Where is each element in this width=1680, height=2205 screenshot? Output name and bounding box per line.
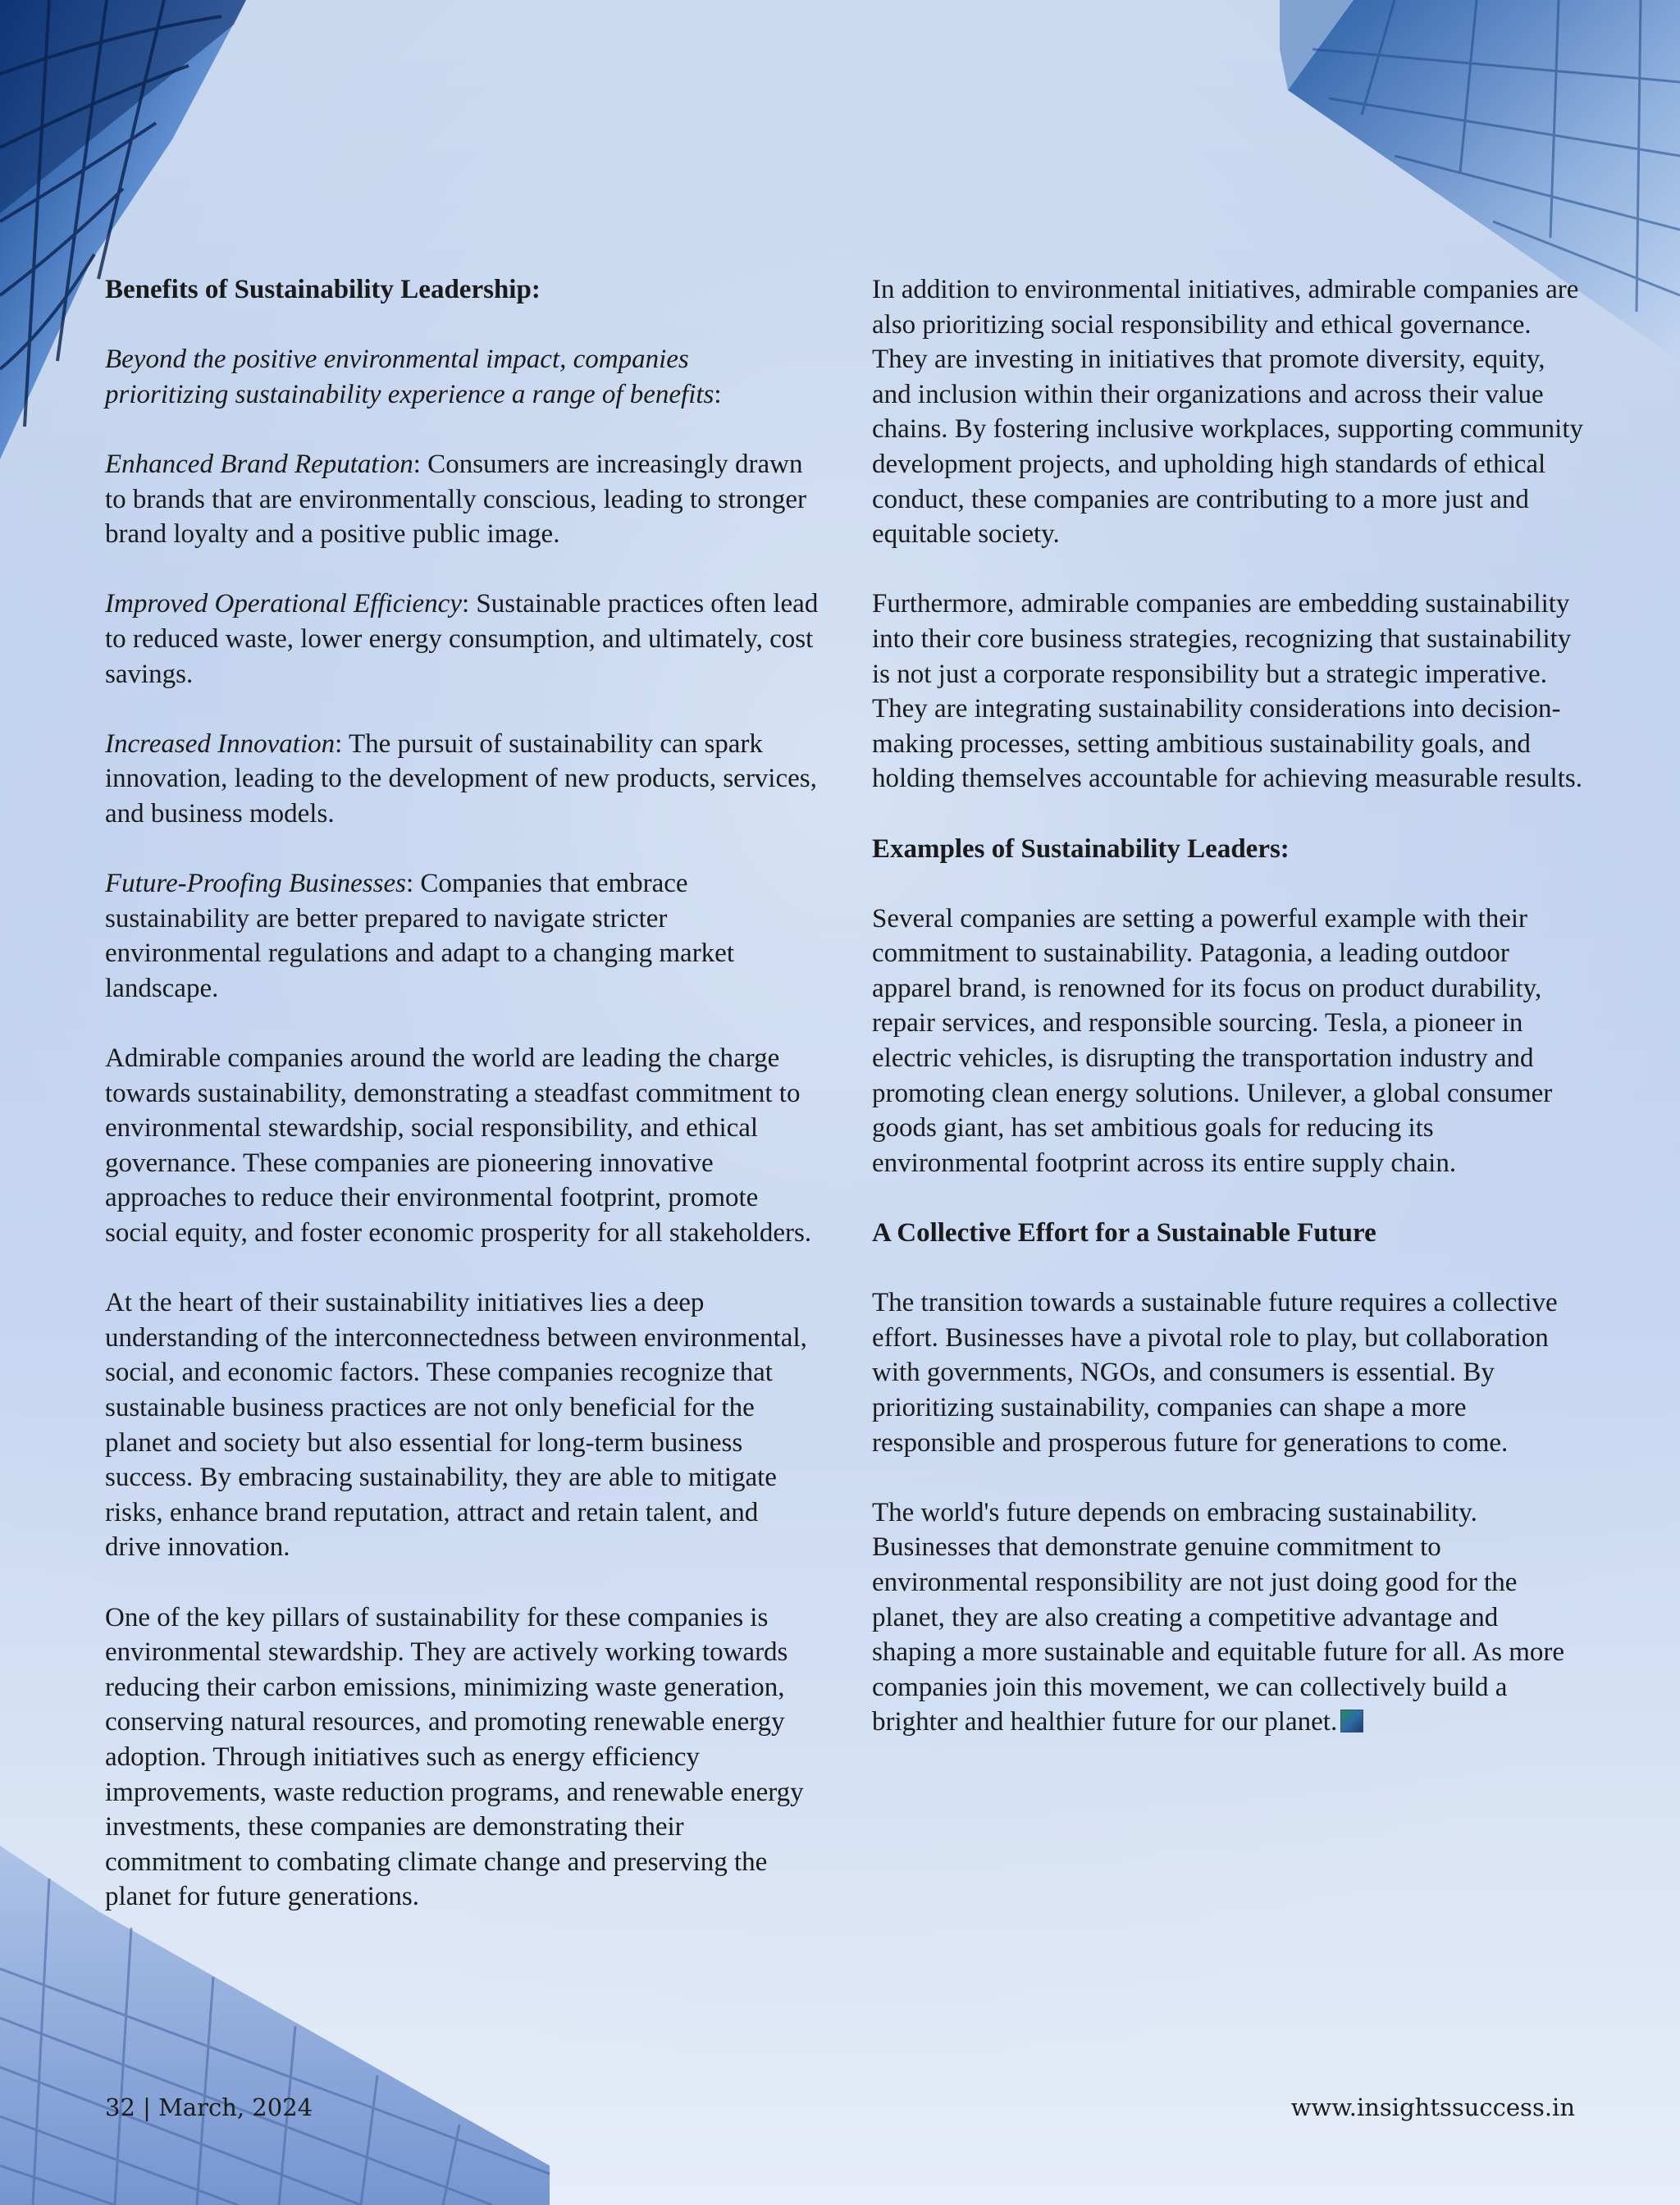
benefit-term: Increased Innovation [105,728,336,759]
article-end-mark-icon [1340,1710,1363,1732]
benefit-item [105,866,819,1006]
benefit-item [105,447,819,552]
benefits-intro [105,342,819,412]
body-paragraph: One of the key pillars of sustainability for these companies is environmental stewardship. They are actively working towards reducing their carbon emissions, minimizing waste generation, conserving natural resources, and promoting renewable energy adoption. Through initiatives such as energy efficiency improvements, waste reduction programs, and renewable energy investments, these companies are demonstrating their commitment to combating climate change and preserving the planet for future generations. [105,1602,804,1912]
footer-website: www.insightssuccess.in [1290,2093,1575,2121]
examples-heading: Examples of Sustainability Leaders: [872,833,1290,864]
body-paragraph: At the heart of their sustainability initiatives lies a deep understanding of the interconnectedness between environmental, social, and economic factors. These companies recognize that sustainable business practices are not only beneficial for the planet and society but also essential for long-term business success. By embracing sustainability, they are able to mitigate risks, enhance brand reputation, attract and retain talent, and drive innovation. [105,1288,807,1563]
collective-paragraph: The transition towards a sustainable future requires a collective effort. Businesses have a pivotal role to play, but collaboration with governments, NGOs, and consumers is essential. By prioritizing sustainability, companies can shape a more responsible and prosperous future for generations to come. [872,1288,1558,1458]
benefit-text: : The pursuit of sustainability can spark innovation, leading to the development of new products, services, and business models. [105,728,817,829]
benefit-text: : Sustainable practices often lead to reduced waste, lower energy consumption, and ultimately, cost savings. [105,589,819,689]
body-paragraph: In addition to environmental initiatives, admirable companies are also prioritizing social responsibility and ethical governance. They are investing in initiatives that promote diversity, equity, and inclusion within their organizations and across their value chains. By fostering inclusive workplaces, supporting community development projects, and upholding high standards of ethical conduct, these companies are contributing to a more just and equitable society. [872,275,1584,550]
benefit-term: Improved Operational Efficiency [105,589,462,619]
right-column [872,272,1586,1775]
benefit-term: Enhanced Brand Reputation [105,449,413,479]
body-paragraph: Furthermore, admirable companies are embedding sustainability into their core business strategies, recognizing that sustainability is not just a corporate responsibility but a strategic imperative. They are integrating sustainability considerations into decision-making processes, setting ambitious sustainability goals, and holding themselves accountable for achieving measurable results. [872,589,1582,794]
left-column [105,272,819,1950]
footer-page-info: 32 | March, 2024 [105,2093,313,2121]
collective-heading: A Collective Effort for a Sustainable Future [872,1218,1376,1249]
benefit-term: Future-Proofing Businesses [105,869,406,899]
benefit-text: : Consumers are increasingly drawn to brands that are environmentally conscious, leading to stronger brand loyalty and a positive public image. [105,449,807,550]
examples-paragraph: Several companies are setting a powerful example with their commitment to sustainability. Patagonia, a leading outdoor apparel brand, is renowned for its focus on product durability, repair services, and responsible sourcing. Tesla, a pioneer in electric vehicles, is disrupting the transportation industry and promoting clean energy solutions. Unilever, a global consumer goods giant, has set ambitious goals for reducing its environmental footprint across its entire supply chain. [872,903,1553,1178]
benefit-item [105,587,819,692]
closing-paragraph [872,1495,1586,1740]
benefit-text: : Companies that embrace sustainability are better prepared to navigate stricter environmental regulations and adapt to a changing market landscape. [105,869,734,1003]
closing-text: The world's future depends on embracing sustainability. Businesses that demonstrate genuine commitment to environmental responsibility are not just doing good for the planet, they are also creating a competitive advantage and shaping a more sustainable and equitable future for all. As more companies join this movement, we can collectively build a brighter and healthier future for our planet. [872,1497,1564,1737]
body-paragraph: Admirable companies around the world are leading the charge towards sustainability, demonstrating a steadfast commitment to environmental stewardship, social responsibility, and ethical governance. These companies are pioneering innovative approaches to reduce their environmental footprint, promote social equity, and foster economic prosperity for all stakeholders. [105,1043,812,1249]
benefit-item [105,727,819,832]
benefits-intro-suffix: : [714,379,722,409]
benefits-intro-text: Beyond the positive environmental impact, companies prioritizing sustainability experience a range of benefits [105,345,714,409]
benefits-heading: Benefits of Sustainability Leadership: [105,275,541,304]
